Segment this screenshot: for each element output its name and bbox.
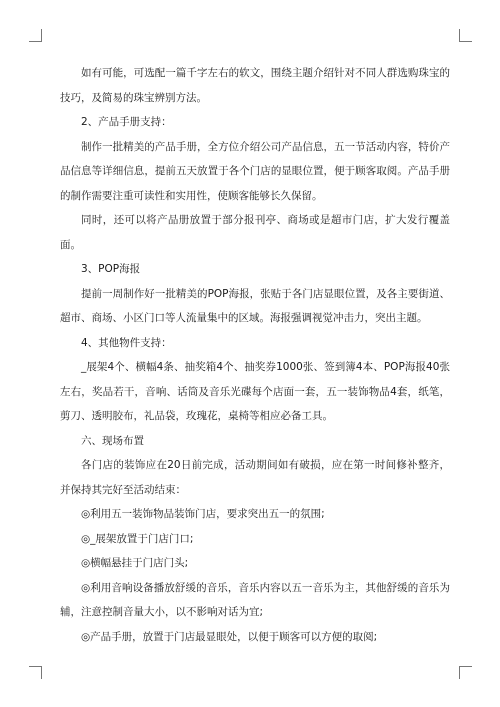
paragraph-site-layout: 各门店的装饰应在20日前完成，活动期间如有破损，应在第一时间修补整齐，并保持其完好至活动结束： (60, 459, 450, 496)
paragraph-soft-article: 如有可能，可选配一篇千字左右的软文，围绕主题介绍针对不同人群选购珠宝的技巧，及简易的珠宝辨别方法。 (60, 67, 450, 104)
paragraph-product-manual: 制作一批精美的产品手册，全方位介绍公司产品信息，五一节活动内容，特价产品信息等详细信息，提前五天放置于各个门店的显眼位置，便于顾客取阅。产品手册的制作需要注重可读性和实用性，使顾客能够长久保留。 (60, 140, 450, 202)
document-body (60, 61, 450, 649)
paragraph-pop-poster: 提前一周制作好一批精美的POP海报，张贴于各门店显眼位置，及各主要街道、超市、商场、小区门口等人流量集中的区域。海报强调视觉冲击力，突出主题。 (60, 287, 450, 324)
paragraph-distribution: 同时，还可以将产品册放置于部分报刊亭、商场或是超市门店，扩大发行覆盖面。 (60, 214, 450, 251)
heading-site-layout: 六、现场布置 (81, 434, 144, 447)
crop-mark-top-right (459, 29, 472, 42)
crop-mark-bottom-left (29, 666, 42, 679)
crop-mark-top-left (29, 29, 42, 42)
heading-pop-poster: 3、POP海报 (81, 263, 141, 275)
heading-other-items: 4、其他物件支持： (81, 336, 172, 349)
paragraph-other-items: _展架4个、横幅4条、抽奖箱4个、抽奖券1000张、签到簿4本、POP海报40张左右，奖品若干，音响、话筒及音乐光碟每个店面一套，五一装饰物品4套，纸笔，剪刀、透明胶布，礼品袋，玫瑰花，桌椅等相应必备工具。 (60, 361, 450, 422)
list-item-music: ◎利用音响设备播放舒缓的音乐，音乐内容以五一音乐为主，其他舒缓的音乐为辅，注意控制音量大小，以不影响对话为宜; (60, 581, 450, 618)
list-item-decoration: ◎利用五一装饰物品装饰门店，要求突出五一的氛围; (81, 508, 325, 520)
crop-mark-bottom-right (459, 666, 472, 679)
heading-product-manual: 2、产品手册支持： (81, 116, 172, 128)
list-item-manual: ◎产品手册，放置于门店最显眼处，以便于顾客可以方便的取阅; (81, 630, 378, 643)
list-item-banner: ◎横幅悬挂于门店门头; (81, 557, 189, 569)
list-item-display-stand: ◎_展架放置于门店门口; (81, 532, 194, 545)
